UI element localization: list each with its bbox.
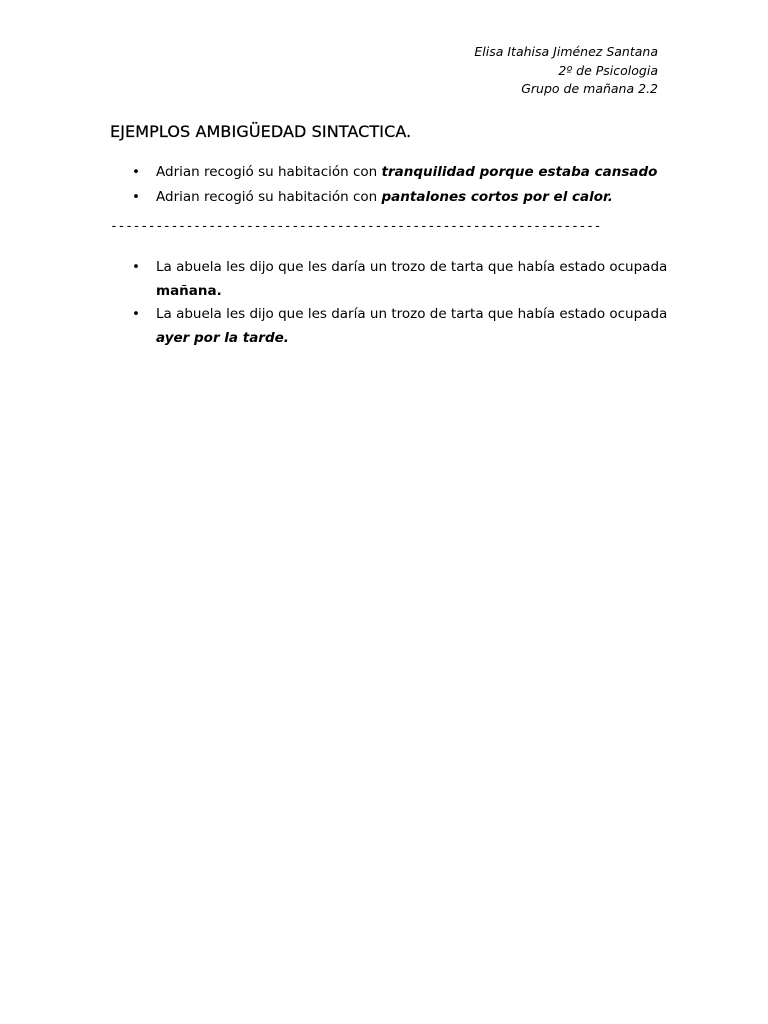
- list-item: [110, 256, 670, 303]
- sentence-text: Adrian recogió su habitación con: [156, 188, 382, 205]
- author-name: Elisa Itahisa Jiménez Santana: [474, 44, 658, 59]
- sentence-text: Adrian recogió su habitación con: [156, 164, 382, 180]
- dashed-divider: -----------------------------------------------------------------: [110, 219, 602, 234]
- bullet-icon: •: [132, 164, 140, 180]
- author-header: [474, 43, 658, 99]
- page-title: EJEMPLOS AMBIGÜEDAD SINTACTICA.: [110, 122, 412, 141]
- sentence-text: La abuela les dijo que les daría un trozo de tarta que había estado ocupada: [156, 259, 668, 275]
- ambiguous-phrase: ayer por la tarde.: [156, 329, 289, 346]
- bullet-icon: •: [132, 259, 140, 275]
- bullet-icon: •: [132, 188, 140, 205]
- example-list-1: [110, 160, 670, 209]
- list-item: [110, 303, 670, 350]
- group-label: Grupo de mañana 2.2: [521, 81, 658, 96]
- example-list-2: [110, 256, 670, 350]
- ambiguous-phrase: pantalones cortos por el calor.: [381, 188, 613, 205]
- sentence-text: La abuela les dijo que les daría un trozo de tarta que había estado ocupada: [156, 306, 668, 322]
- ambiguous-phrase: mañana.: [156, 282, 222, 299]
- ambiguous-phrase: tranquilidad porque estaba cansado: [381, 164, 658, 180]
- bullet-icon: •: [132, 306, 140, 322]
- course-label: 2º de Psicologia: [558, 62, 658, 78]
- list-item: [110, 160, 670, 185]
- list-item: [110, 185, 670, 210]
